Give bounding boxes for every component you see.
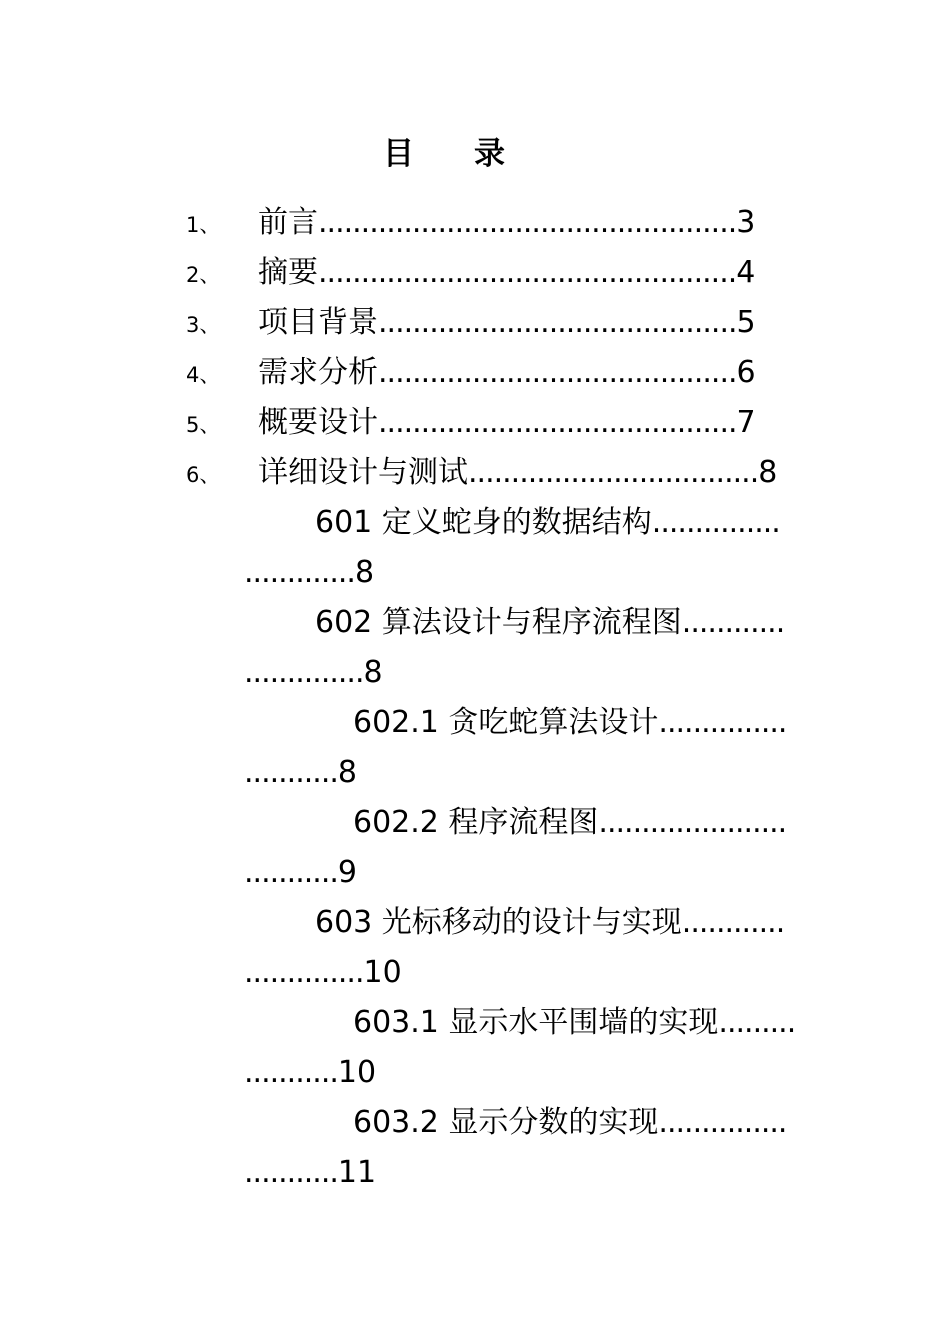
entry-page: 4 bbox=[736, 255, 756, 290]
leader-dots: .......................................... bbox=[378, 305, 737, 340]
leader-dots-continued: .............. bbox=[244, 955, 364, 990]
entry-text: 602.1 贪吃蛇算法设计 bbox=[353, 705, 659, 740]
entry-text: 602 算法设计与程序流程图 bbox=[315, 605, 682, 640]
entry-number: 3、 bbox=[186, 313, 221, 337]
entry-page: 6 bbox=[736, 355, 756, 390]
entry-page: 7 bbox=[736, 405, 756, 440]
entry-page: 3 bbox=[736, 205, 756, 240]
leader-dots: ................................................. bbox=[318, 255, 737, 290]
entry-number: 4、 bbox=[186, 363, 221, 387]
leader-dots: ............ bbox=[681, 605, 785, 640]
entry-text: 603.1 显示水平围墙的实现 bbox=[353, 1005, 719, 1040]
entry-page: 8 bbox=[363, 655, 383, 690]
leader-dots-continued: ........... bbox=[244, 1155, 338, 1190]
entry-text: 602.2 程序流程图 bbox=[353, 805, 599, 840]
leader-dots-continued: .............. bbox=[244, 655, 364, 690]
leader-dots: ................................................. bbox=[318, 205, 737, 240]
entry-page: 9 bbox=[337, 855, 357, 890]
entry-text: 603.2 显示分数的实现 bbox=[353, 1105, 659, 1140]
entry-text: 前言 bbox=[258, 205, 318, 240]
leader-dots: ............... bbox=[651, 505, 780, 540]
entry-page: 10 bbox=[363, 955, 402, 990]
entry-page: 11 bbox=[337, 1155, 377, 1190]
leader-dots: .......................................... bbox=[378, 355, 737, 390]
entry-page: 10 bbox=[337, 1055, 377, 1090]
entry-page: 5 bbox=[736, 305, 756, 340]
leader-dots: .................................. bbox=[468, 455, 759, 490]
entry-text: 需求分析 bbox=[258, 355, 378, 390]
entry-text: 603 光标移动的设计与实现 bbox=[315, 905, 682, 940]
entry-text: 601 定义蛇身的数据结构 bbox=[315, 505, 652, 540]
leader-dots-continued: ........... bbox=[244, 1055, 338, 1090]
leader-dots: ............... bbox=[658, 1105, 787, 1140]
entry-text: 项目背景 bbox=[258, 305, 378, 340]
entry-number: 6、 bbox=[186, 463, 221, 487]
entry-page: 8 bbox=[337, 755, 357, 790]
entry-text: 详细设计与测试 bbox=[258, 455, 468, 490]
leader-dots-continued: ........... bbox=[244, 755, 338, 790]
leader-dots: ...................... bbox=[598, 805, 787, 840]
toc-title bbox=[383, 128, 507, 173]
leader-dots: .......................................... bbox=[378, 405, 737, 440]
entry-number: 2、 bbox=[186, 263, 221, 287]
entry-page: 8 bbox=[758, 455, 778, 490]
leader-dots: ............... bbox=[658, 705, 787, 740]
entry-page: 8 bbox=[354, 555, 375, 590]
leader-dots: ......... bbox=[718, 1005, 796, 1040]
entry-text: 摘要 bbox=[258, 255, 318, 290]
toc-title-char-2: 录 bbox=[474, 136, 507, 172]
entry-text: 概要设计 bbox=[258, 405, 378, 440]
leader-dots-continued: ........... bbox=[244, 855, 338, 890]
leader-dots-continued: ............. bbox=[244, 555, 355, 590]
entry-number: 1、 bbox=[186, 213, 221, 237]
toc-title-char-1: 目 bbox=[383, 136, 416, 172]
leader-dots: ............ bbox=[681, 905, 785, 940]
entry-number: 5、 bbox=[186, 413, 221, 437]
